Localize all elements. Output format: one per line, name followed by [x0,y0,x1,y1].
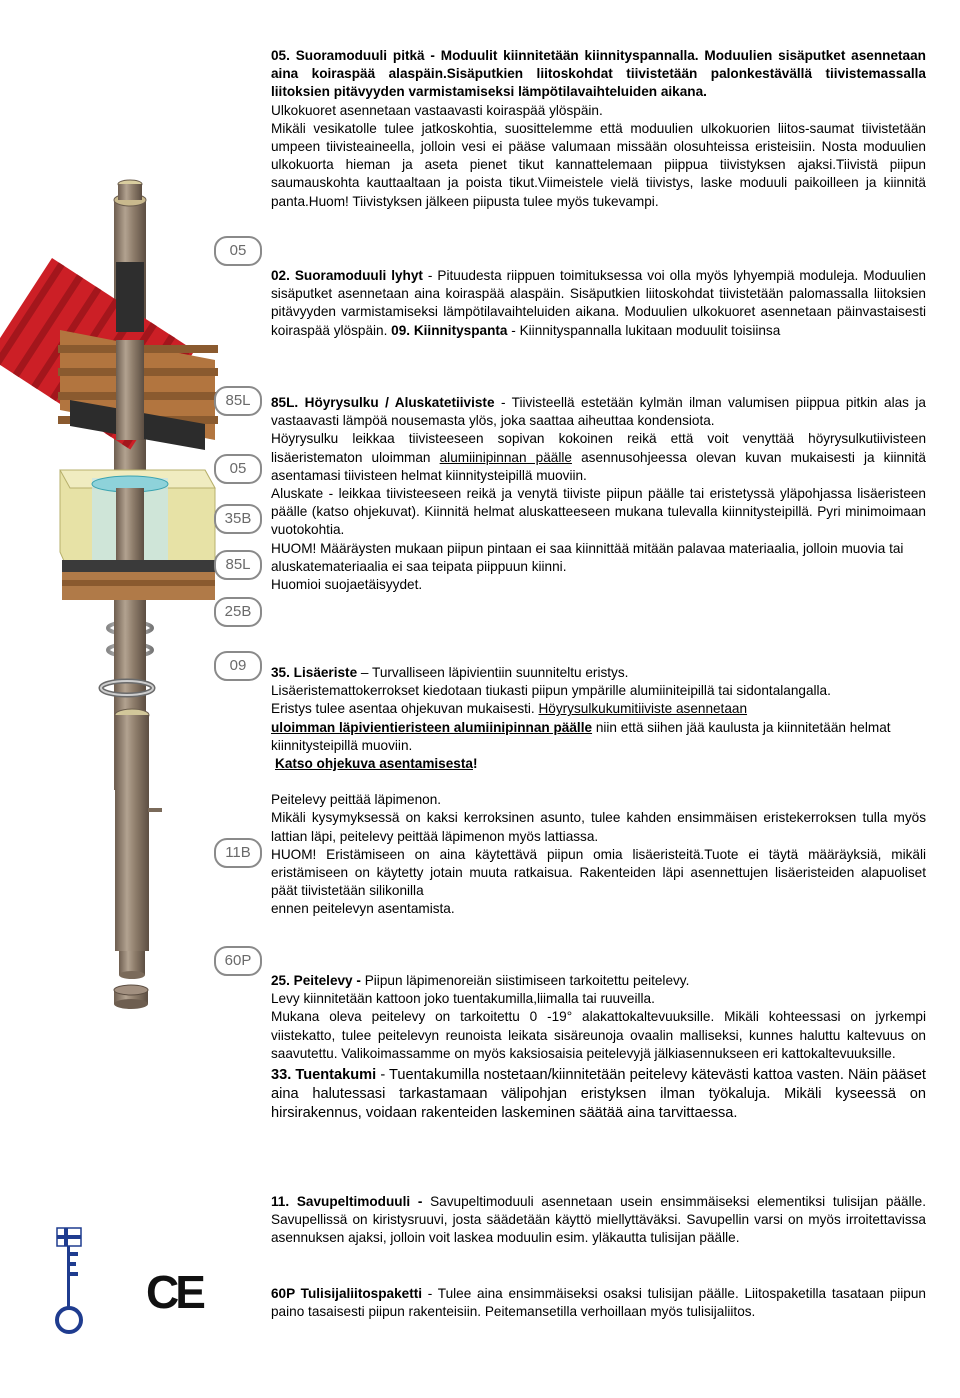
section-09-body: - Kiinnityspannalla lukitaan moduulit toisiinsa [507,322,781,338]
section-35 [271,664,926,919]
section-85l-note: HUOM! Määräysten mukaan piipun pintaan ei saa kiinnittää mitään palavaa materiaalia, jolloin muovia tai aluskatemateriaalia ei saa teipata piippuun kiinni. [271,540,904,574]
part-label-85l-bottom: 85L [214,550,262,580]
section-25-attach: Levy kiinnitetään kattoon joko tuentakumilla,liimalla tai ruuveilla. [271,991,655,1007]
section-02-title: 02. Suoramoduuli lyhyt [271,268,423,283]
section-35-outer-end: niin että siihen jää kaulusta ja kiinnitetään helmat kiinnitysteipillä muoviin. [271,719,891,753]
section-85l-body: - Tiivisteellä estetään kylmän ilman valumisen piippua pitkin alas ja vastaavasti lämpöä nousemasta ylös, joka saattaa aiheuttaa kondensiota. [271,395,926,429]
part-label-35b: 35B [214,504,262,534]
section-25-slope: Mukana oleva peitelevy on tarkoitettu 0 -19° alakattokaltevuuksille. Mikäli kohteessasi on jyrkempi viistekatto, tulee peitelevyn reunoista leikata sisäreunoja ovaalin malliseksi, kunnes haluttu kaltevuus on saavutettu. Valikoimassamme on myös kaksiosaisia peitelevyjä jälkiasennukseen eri kattokaltevuuksille. [271,1009,926,1061]
section-35-cover: Peitelevy peittää läpimenon. [271,792,442,808]
damper-module [115,715,149,951]
section-35-two-storey: Mikäli kysymyksessä on kaksi kerroksinen asunto, tulee kahden ensimmäisen eristekerroksen tulla myös lattian läpi, peitelevy peittää läpimenon myös lattiassa. [271,810,926,844]
part-label-25b: 25B [214,597,262,627]
section-02-body: - Pituudesta riippuen toimituksessa voi olla myös lyhyempiä moduleja. Moduulien sisäputket asennetaan aina koiraspää alaspäin. Sisäputkien liitoskohdat tiivistetään palomassalla liitoksien pitävyyden varmistamiseksi lämpötilavaihteluiden aikana. Moduulien ulkokuoret asennetaan päinvastaisesti koiraspää ylöspäin. [271,268,926,338]
section-85l [271,394,926,594]
section-25-title: 25. Peitelevy - [271,973,361,988]
installation-guide-link[interactable]: Katso ohjekuva asentamisesta [275,756,473,772]
ce-mark-logo: CE [146,1266,202,1318]
section-35-install: Eristys tulee asentaa ohjekuvan mukaisesti. [271,701,539,717]
chimney-illustration [0,0,270,1393]
section-85l-title: 85L. Höyrysulku / Aluskatetiiviste [271,395,495,410]
insulation-box [60,470,215,600]
section-05-outer-shells: Ulkokuoret asennetaan vastaavasti koiraspää ylöspäin. [271,102,603,118]
section-25 [271,972,926,1123]
section-35-warning: HUOM! Eristämiseen on aina käytettävä piipun omia lisäeristeitä.Tuote ei täytä määräyksiä, mikäli eristämiseen on käytetty jotain muuta ratkaisua. Rakenteiden läpi asennettujen lisäeristeiden alapuoliset päät tiivistetään silikonilla [271,846,926,899]
section-60p-body: - Tulee aina ensimmäiseksi osaksi tulisijan päälle. Liitospaketilla tasataan piipun paino tasaisesti piipun rakenteisiin. Peitemansetilla verhoillaan myös tulisijaliitos. [271,1286,926,1320]
section-05-sealing: Mikäli vesikatolle tulee jatkoskohtia, suosittelemme että moduulien ulkokuorien liitos-saumat tiivistetään umpeen tiivisteaineella, jolloin vesi ei pääse valumaan missään olosuhteissa eristeisiin. Nosta moduulien ulkokuorta hieman ja aseta pienet tikut kannattelemaan piippua tiivistyksen ajaksi.Tiivistä piipun saumauskohta kauttaaltaan ja poista tikut.Viimeistele vielä tiivistys, laske moduuli paikoilleen ja kiinnitä panta.Huom! Tiivistyksen jälkeen piipusta tulee myös tukevampi. [271,120,926,209]
section-35-install-underlined: Höyrysulkukumitiiviste asennetaan [538,701,748,717]
section-35-body: – Turvalliseen läpivientiin suunniteltu eristys. [357,665,629,680]
section-85l-vapour: Höyrysulku leikkaa tiivisteeseen sopivan kokoinen reikä että voit venyttää höyrysulkutiivisteen lisäeristematon uloimman [271,431,926,465]
key-mark-logo [57,1228,81,1332]
section-35-outer-insulation: uloimman läpivientieristeen alumiinipinnan päälle [271,719,593,735]
chimney-assembly-drawing [0,0,270,1393]
section-35-title: 35. Lisäeriste [271,665,358,680]
section-33-body: - Tuentakumilla nostetaan/kiinnitetään peitelevy kätevästi kattoa vasten. Näin pääset aina halutessasi tarkastamaan välipohjan eristyksen ilman työkaluja. Mikäli kyseessä on hirsirakennus, voidaan rakenteiden laskeminen säätää aina tarvittaessa. [271,1067,926,1122]
section-33-title: 33. Tuentakumi [271,1067,377,1084]
part-label-60p: 60P [214,946,262,976]
part-label-05-top: 05 [214,236,262,266]
section-35-before-cover: ennen peitelevyn asentamista. [271,901,455,917]
part-label-05-bottom: 05 [214,454,262,484]
section-35-wrap: Lisäeristemattokerrokset kiedotaan tiukasti piipun ympärille alumiiniteipillä tai sidontalangalla. [271,683,831,699]
section-11b-body: Savupeltimoduuli asennetaan usein ensimmäiseksi elementiksi tulisijan päälle. Savupellissä on kiristysruuvi, josta säädetään käyttö miellyttäväksi. Savupellin varsi on myös irroitettavissa asennuksen ajaksi, jolloin voit laskea moduulin esim. yläkautta tulisijan päälle. [271,1194,926,1246]
installation-guide-link-end: ! [472,756,478,772]
section-02 [271,267,926,340]
section-25-body: Piipun läpimenoreiän siistimiseen tarkoitettu peitelevy. [360,973,690,988]
section-09-title: 09. Kiinnityspanta [391,322,508,338]
section-11b [271,1193,926,1248]
section-60p [271,1285,926,1321]
part-label-11b: 11B [214,838,262,868]
section-85l-distances: Huomioi suojaetäisyydet. [271,577,423,593]
section-05 [271,47,926,211]
section-85l-vapour-underlined: alumiinipinnan päälle [439,449,572,465]
section-85l-vapour-end: asennusohjeessa olevan kuvan mukaisesti ja kiinnitä asentamasi tiivisteen helmat kiinnitysteipillä muoviin. [271,449,926,483]
part-label-09: 09 [214,651,262,681]
section-60p-title: 60P Tulisijaliitospaketti [271,1286,423,1301]
part-label-85l-top: 85L [214,386,262,416]
section-85l-underlay: Aluskate - leikkaa tiivisteeseen reikä ja venytä tiiviste piipun päälle tai eristetyssä yläpohjassa lisäeristeen päälle (katso ohjekuvat). Kiinnitä helmat aluskatteeseen mukana tulevalla kiinnitysteipillä. Pyri minimoimaan vuotokohtia. [271,486,926,538]
section-11b-title: 11. Savupeltimoduuli - [271,1194,423,1209]
section-05-intro: 05. Suoramoduuli pitkä - Moduulit kiinnitetään kiinnityspannalla. Moduulien sisäputket asennetaan aina koiraspää alaspäin.Sisäputkien liitoskohdat tiivistetään palonkestävällä tiivistemassalla liitoksien pitävyyden varmistamiseksi lämpötilavaihteluiden aikana. [271,48,926,100]
roof-battens [58,330,218,450]
